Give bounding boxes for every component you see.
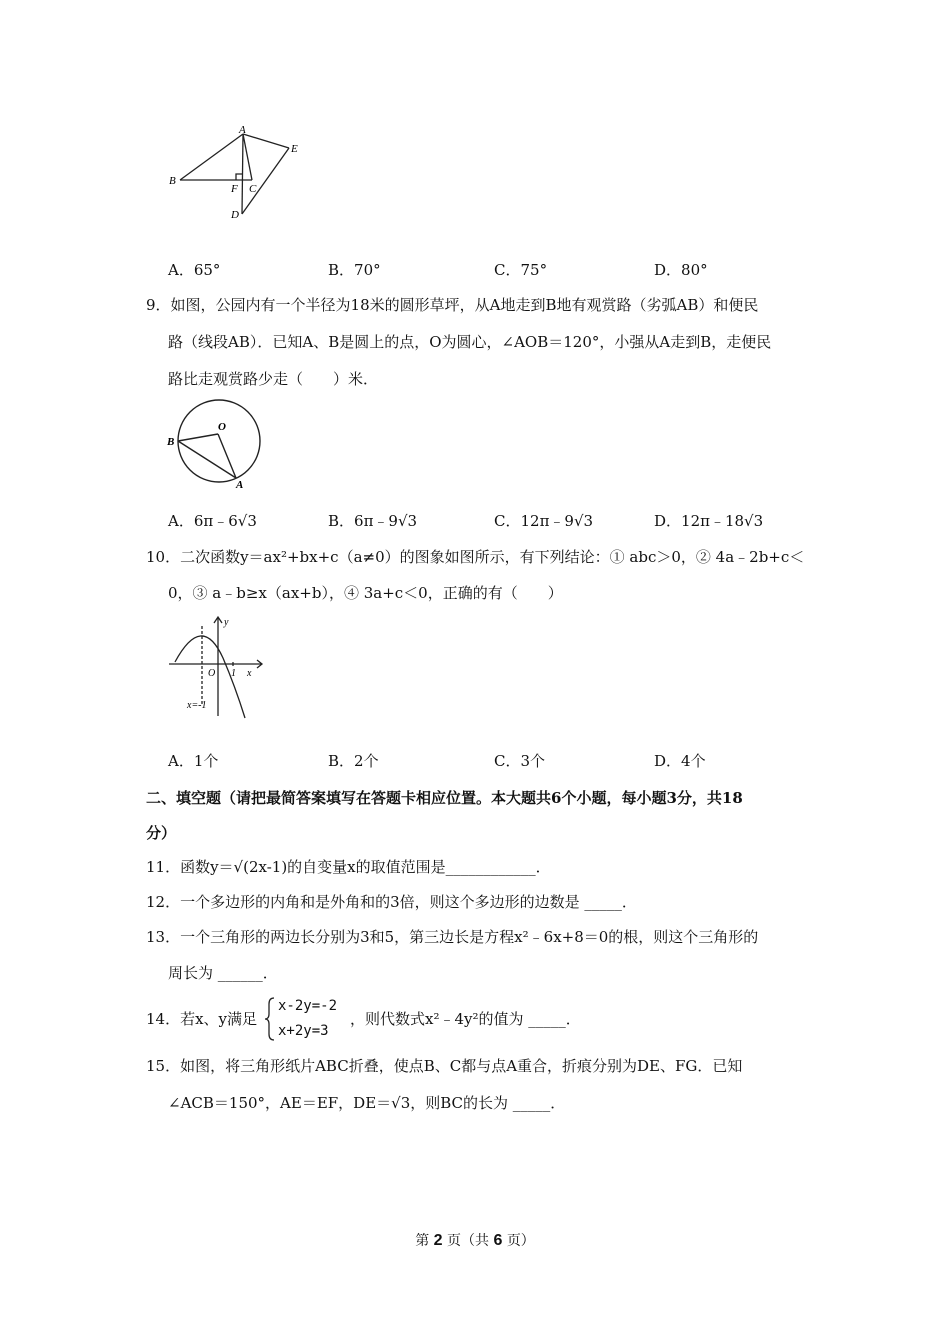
fig8-label-f: F <box>231 183 238 195</box>
footer-pre: 第 <box>415 1233 430 1249</box>
q10-option-b[interactable]: B．2个 <box>328 752 379 770</box>
fig8-label-e: E <box>291 143 298 155</box>
q9-option-c[interactable]: C．12π﹣9√3 <box>494 512 594 530</box>
fig10-label-y: y <box>224 617 229 628</box>
fig9-label-o: O <box>218 421 226 433</box>
footer-total-pages: 6 <box>493 1232 503 1249</box>
q9-circle-figure <box>162 398 272 490</box>
q14-prefix: 14．若x、y满足 <box>146 1010 258 1028</box>
q12-text: 12．一个多边形的内角和是外角和的3倍，则这个多边形的边数是 _____． <box>146 893 637 911</box>
q8-figure <box>165 122 315 227</box>
q10-option-d[interactable]: D．4个 <box>654 752 706 770</box>
fig9-label-a: A <box>236 479 244 490</box>
q9-option-a[interactable]: A．6π﹣6√3 <box>168 512 257 530</box>
q13-line-2: 周长为 ______． <box>168 964 278 982</box>
q8-option-b[interactable]: B．70° <box>328 261 381 279</box>
q15-line-1: 15．如图，将三角形纸片ABC折叠，使点B、C都与点A重合，折痕分别为DE、FG．已知 <box>146 1057 743 1075</box>
fig10-label-1: 1 <box>231 668 236 679</box>
q9-line-1: 9．如图，公园内有一个半径为18米的圆形草坪，从A地走到B地有观赏路（劣弧AB）和便民 <box>146 296 759 314</box>
footer-page-number: 2 <box>433 1232 443 1249</box>
footer-mid: 页（共 <box>447 1233 489 1249</box>
q9-line-2: 路（线段AB）．已知A、B是圆上的点，O为圆心，∠AOB＝120°，小强从A走到B，走便民 <box>168 333 772 351</box>
q9-option-d[interactable]: D．12π﹣18√3 <box>654 512 764 530</box>
q15-line-2: ∠ACB＝150°，AE＝EF，DE＝√3，则BC的长为 _____． <box>168 1094 566 1112</box>
fig8-label-c: C <box>249 183 257 195</box>
q9-line-3: 路比走观赏路少走（ ）米． <box>168 370 379 388</box>
fig10-label-o: O <box>208 668 216 679</box>
footer-post: 页） <box>506 1233 535 1249</box>
fig10-label-axis: x=-1 <box>187 700 207 711</box>
q10-line-2: 0，③ a﹣b≥x（ax+b），④ 3a+c＜0，正确的有（ ） <box>168 584 563 602</box>
q8-option-c[interactable]: C．75° <box>494 261 548 279</box>
q10-line-1: 10．二次函数y＝ax²+bx+c（a≠0）的图象如图所示，有下列结论：① abc＞0，② 4a﹣2b+c＜ <box>146 548 805 566</box>
q8-option-a[interactable]: A．65° <box>168 261 221 279</box>
section-2-heading: 二、填空题（请把最简答案填写在答题卡相应位置。本大题共6个小题，每小题3分，共18 <box>146 789 743 807</box>
q14-brace <box>264 996 276 1042</box>
q10-option-a[interactable]: A．1个 <box>168 752 219 770</box>
q11-text: 11．函数y＝√(2x-1)的自变量x的取值范围是____________． <box>146 858 551 876</box>
fig10-label-x: x <box>247 668 252 679</box>
fig9-label-b: B <box>167 436 175 448</box>
q10-parabola-figure <box>165 614 270 720</box>
q9-option-b[interactable]: B．6π﹣9√3 <box>328 512 418 530</box>
q14-equation-1: x-2y=-2 <box>278 998 338 1014</box>
q13-line-1: 13．一个三角形的两边长分别为3和5，第三边长是方程x²﹣6x+8＝0的根，则这个三角形的 <box>146 928 759 946</box>
fig8-label-d: D <box>231 209 239 221</box>
section-2-heading-cont: 分） <box>146 824 177 842</box>
q8-option-d[interactable]: D．80° <box>654 261 708 279</box>
q14-equation-2: x+2y=3 <box>278 1023 329 1039</box>
page-footer <box>0 1230 950 1250</box>
q14-suffix: ，则代数式x²﹣4y²的值为 _____． <box>350 1010 581 1028</box>
fig8-label-b: B <box>169 175 176 187</box>
fig8-label-a: A <box>239 124 246 136</box>
q10-option-c[interactable]: C．3个 <box>494 752 546 770</box>
